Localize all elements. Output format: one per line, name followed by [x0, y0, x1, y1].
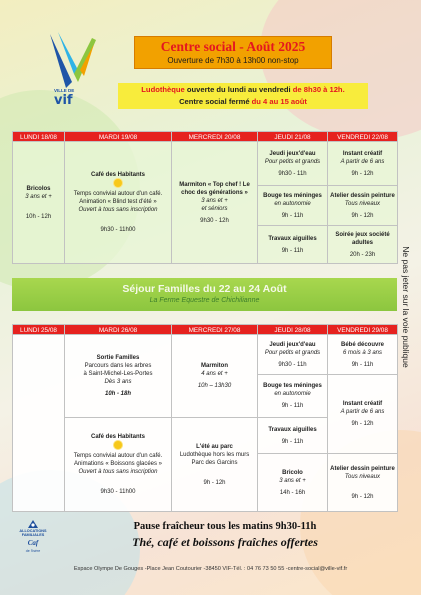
activity-hours: 20h - 23h	[349, 251, 376, 258]
activity-cell	[65, 335, 172, 418]
caf-line-3: de l'Isère	[25, 549, 41, 553]
activity-hours: 9h - 11h	[281, 247, 304, 254]
activity-desc: à Saint-Michel-Les-Portes	[83, 371, 153, 377]
activity-name: Jeudi jeux'd'eau	[269, 150, 316, 157]
logo-text-top: VILLE DE	[54, 88, 75, 93]
day-header: LUNDI 18/08	[13, 132, 65, 142]
activity-age: Tous niveaux	[344, 200, 381, 207]
activity-desc: Ludothèque hors les murs	[179, 451, 250, 458]
day-header: MERCREDI 20/08	[172, 132, 258, 142]
activity-cell	[172, 142, 258, 264]
activity-age: 4 ans et +	[201, 371, 228, 377]
activity-age: A partir de 6 ans	[340, 158, 385, 165]
info-banner	[118, 83, 368, 109]
activity-cell	[258, 142, 328, 186]
activity-hours: 9h - 12h	[203, 479, 226, 486]
activity-desc: Animations « Boissons glacées »	[73, 461, 163, 467]
activity-age: 3 ans et +	[279, 477, 306, 484]
day-header: JEUDI 21/08	[258, 132, 328, 142]
activity-name: L'été au parc	[196, 443, 233, 450]
activity-age: 6 mois à 3 ans	[342, 349, 383, 356]
activity-cell	[258, 375, 328, 418]
activity-name: Atelier dessin peinture	[330, 465, 395, 472]
activity-cell	[328, 375, 398, 454]
side-notice	[399, 232, 413, 382]
opening-hours: Ouverture de 7h30 à 13h00 non-stop	[167, 56, 299, 65]
activity-age: 3 ans et +	[25, 193, 52, 200]
caf-logo	[15, 519, 51, 559]
activity-name: Soirée jeux société adultes	[335, 231, 390, 246]
activity-hours: 9h30 - 11h	[278, 170, 307, 177]
schedule-week-1	[12, 131, 398, 264]
activity-name: Travaux aiguilles	[268, 426, 317, 433]
ludotheque-hours: de 8h30 à 12h.	[292, 85, 345, 94]
ludotheque-text: ouverte du lundi au vendredi	[184, 85, 293, 94]
caf-line-2: Caf	[27, 539, 39, 547]
footer-contact: Espace Olympe De Gouges -Place Jean Coutourier -38450 VIF-Tél. : 04 76 73 50 55 -centre-social@ville-vif.fr	[73, 566, 348, 572]
activity-desc: Parcours dans les arbres	[84, 363, 152, 369]
activity-name: Café des Habitants	[90, 434, 145, 440]
day-header: JEUDI 28/08	[258, 325, 328, 335]
week-1-header-row	[13, 132, 398, 142]
activity-note: Ouvert à tous sans inscription	[78, 207, 158, 213]
activity-cell	[328, 142, 398, 186]
activity-cell	[258, 335, 328, 375]
day-header: VENDREDI 22/08	[328, 132, 398, 142]
activity-cell	[258, 454, 328, 512]
activity-hours: 9h - 12h	[351, 493, 374, 500]
activity-hours: 9h30 - 12h	[200, 217, 229, 224]
sejour-banner	[12, 278, 397, 311]
activity-name: Instant créatif	[342, 150, 383, 157]
activity-name: Bricolos	[26, 185, 51, 192]
activity-age: Dès 3 ans	[104, 379, 132, 385]
activity-name: Bouge tes méninges	[263, 383, 322, 389]
activity-name: Marmiton	[201, 363, 228, 369]
ludotheque-label: Ludothèque	[141, 85, 185, 94]
sun-icon	[114, 179, 122, 187]
activity-desc: Parc des Garcins	[191, 459, 238, 466]
caf-emblem-icon	[27, 519, 39, 529]
activity-hours: 10h - 18h	[104, 391, 131, 397]
activity-cell	[172, 335, 258, 418]
activity-age: Pour petits et grands	[264, 158, 321, 165]
activity-cell	[258, 186, 328, 226]
activity-desc: Temps convivial autour d'un café.	[73, 453, 163, 459]
activity-cell	[328, 454, 398, 512]
activity-cell	[13, 142, 65, 264]
activity-name: Bébé découvre	[340, 341, 385, 348]
activity-hours: 9h - 12h	[351, 212, 374, 219]
day-header: LUNDI 25/08	[13, 325, 65, 335]
activity-cell	[258, 418, 328, 454]
activity-cell	[65, 418, 172, 512]
activity-age: en autonomie	[274, 391, 311, 397]
sun-icon	[114, 441, 122, 449]
activity-cell	[328, 226, 398, 264]
activity-cell	[172, 418, 258, 512]
activity-name: Bricolo	[282, 469, 303, 476]
activity-hours: 10h – 13h30	[197, 383, 232, 389]
week-2-header-row	[13, 325, 398, 335]
side-notice-text: Ne pas jeter sur la voie publique	[401, 246, 411, 368]
activity-age: Pour petits et grands	[264, 349, 321, 356]
pause-fraicheur-text: Pause fraîcheur tous les matins 9h30-11h	[133, 521, 317, 532]
activity-name: Atelier dessin peinture	[330, 192, 395, 199]
closure-dates: du 4 au 15 août	[251, 97, 307, 106]
activity-age: en autonomie	[274, 200, 311, 207]
activity-cell	[65, 142, 172, 264]
activity-name: Travaux aiguilles	[268, 235, 317, 242]
day-header: MARDI 19/08	[65, 132, 172, 142]
activity-note: Ouvert à tous sans inscription	[78, 469, 158, 475]
activity-desc: Temps convivial autour d'un café.	[73, 191, 163, 197]
activity-age: A partir de 6 ans	[340, 409, 385, 415]
activity-age: 3 ans et +	[201, 197, 228, 204]
activity-hours: 9h30 - 11h00	[100, 489, 136, 495]
day-header: VENDREDI 29/08	[328, 325, 398, 335]
activity-hours: 9h - 11h	[351, 361, 374, 368]
activity-hours: 10h - 12h	[25, 213, 52, 220]
day-header: MARDI 26/08	[65, 325, 172, 335]
activity-hours: 9h30 - 11h	[278, 361, 307, 368]
activity-hours: 14h - 16h	[279, 489, 306, 496]
caf-line-1: ALLOCATIONS FAMILIALES	[19, 529, 47, 537]
title-banner	[134, 36, 332, 69]
day-header: MERCREDI 27/08	[172, 325, 258, 335]
activity-name: Bouge tes méninges	[263, 192, 322, 199]
sejour-title: Séjour Familles du 22 au 24 Août	[122, 283, 287, 295]
activity-hours: 9h - 11h	[281, 403, 304, 409]
activity-hours: 9h - 12h	[351, 170, 374, 177]
activity-hours: 9h - 12h	[351, 421, 374, 427]
vif-logo-icon	[44, 30, 100, 96]
activity-age: Tous niveaux	[344, 473, 381, 480]
schedule-week-2	[12, 324, 398, 512]
activity-cell	[328, 186, 398, 226]
closure-text: Centre social fermé	[179, 97, 252, 106]
activity-name: Café des Habitants	[90, 172, 145, 178]
empty-cell	[13, 335, 65, 512]
activity-hours: 9h - 11h	[281, 212, 304, 219]
activity-age: et séniors	[201, 205, 228, 212]
activity-cell	[258, 226, 328, 264]
activity-hours: 9h30 - 11h00	[100, 227, 136, 233]
activity-name: Jeudi jeux'd'eau	[269, 341, 316, 348]
activity-name: Instant créatif	[342, 401, 383, 407]
logo-text	[54, 88, 74, 108]
activity-cell	[328, 335, 398, 375]
sejour-subtitle: La Ferme Equestre de Chichilianne	[149, 297, 260, 304]
page-title: Centre social - Août 2025	[160, 39, 306, 54]
background-shape	[260, 0, 421, 140]
logo-text-main: vif	[54, 93, 73, 108]
offer-text: Thé, café et boissons fraîches offertes	[132, 535, 318, 549]
activity-hours: 9h - 11h	[281, 438, 304, 445]
activity-name: Sortie Familles	[96, 355, 140, 361]
activity-name: Marmiton « Top chef ! Le choc des générations »	[179, 181, 250, 196]
activity-desc: Animation « Blind test d'été »	[79, 199, 157, 205]
